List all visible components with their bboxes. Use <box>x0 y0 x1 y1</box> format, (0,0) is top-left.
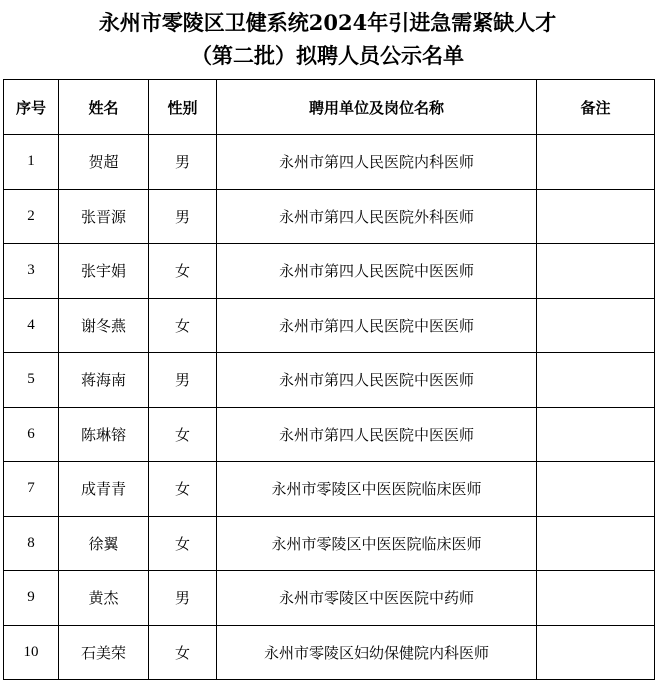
cell-index: 4 <box>4 298 59 353</box>
cell-note <box>537 516 655 571</box>
header-note: 备注 <box>537 80 655 135</box>
table-row <box>4 571 655 626</box>
table-row <box>4 407 655 462</box>
cell-name: 张宇娟 <box>59 244 149 299</box>
cell-index: 6 <box>4 407 59 462</box>
title-line-2: （第二批）拟聘人员公示名单 <box>191 43 464 68</box>
cell-gender: 女 <box>149 516 217 571</box>
cell-index: 2 <box>4 189 59 244</box>
cell-gender: 男 <box>149 135 217 190</box>
cell-note <box>537 407 655 462</box>
table-row <box>4 244 655 299</box>
cell-gender: 女 <box>149 244 217 299</box>
cell-note <box>537 571 655 626</box>
cell-index: 3 <box>4 244 59 299</box>
cell-name: 谢冬燕 <box>59 298 149 353</box>
table-row <box>4 189 655 244</box>
cell-note <box>537 625 655 680</box>
cell-position: 永州市零陵区中医医院临床医师 <box>217 516 537 571</box>
cell-name: 徐翼 <box>59 516 149 571</box>
cell-index: 5 <box>4 353 59 408</box>
cell-gender: 女 <box>149 298 217 353</box>
cell-note <box>537 135 655 190</box>
table-row <box>4 353 655 408</box>
cell-gender: 男 <box>149 353 217 408</box>
cell-index: 9 <box>4 571 59 626</box>
cell-position: 永州市第四人民医院中医医师 <box>217 244 537 299</box>
cell-position: 永州市第四人民医院中医医师 <box>217 353 537 408</box>
table-header-row <box>4 80 655 135</box>
cell-gender: 女 <box>149 462 217 517</box>
cell-name: 黄杰 <box>59 571 149 626</box>
cell-name: 蒋海南 <box>59 353 149 408</box>
cell-note <box>537 298 655 353</box>
cell-gender: 女 <box>149 407 217 462</box>
cell-name: 贺超 <box>59 135 149 190</box>
cell-gender: 女 <box>149 625 217 680</box>
header-gender: 性别 <box>149 80 217 135</box>
cell-note <box>537 189 655 244</box>
cell-position: 永州市第四人民医院中医医师 <box>217 298 537 353</box>
document-title <box>0 0 655 78</box>
cell-position: 永州市零陵区中医医院中药师 <box>217 571 537 626</box>
cell-gender: 男 <box>149 571 217 626</box>
header-position: 聘用单位及岗位名称 <box>217 80 537 135</box>
cell-index: 1 <box>4 135 59 190</box>
cell-position: 永州市零陵区中医医院临床医师 <box>217 462 537 517</box>
cell-position: 永州市零陵区妇幼保健院内科医师 <box>217 625 537 680</box>
cell-gender: 男 <box>149 189 217 244</box>
table-row <box>4 516 655 571</box>
cell-index: 8 <box>4 516 59 571</box>
cell-name: 陈琳镕 <box>59 407 149 462</box>
header-index: 序号 <box>4 80 59 135</box>
candidate-table <box>3 79 655 680</box>
cell-position: 永州市第四人民医院中医医师 <box>217 407 537 462</box>
cell-name: 成青青 <box>59 462 149 517</box>
cell-index: 10 <box>4 625 59 680</box>
cell-position: 永州市第四人民医院外科医师 <box>217 189 537 244</box>
cell-note <box>537 353 655 408</box>
table-row <box>4 462 655 517</box>
table-row <box>4 625 655 680</box>
title-line-1: 永州市零陵区卫健系统2024年引进急需紧缺人才 <box>98 10 557 35</box>
table-row <box>4 135 655 190</box>
header-name: 姓名 <box>59 80 149 135</box>
cell-note <box>537 244 655 299</box>
cell-position: 永州市第四人民医院内科医师 <box>217 135 537 190</box>
cell-index: 7 <box>4 462 59 517</box>
cell-name: 石美荣 <box>59 625 149 680</box>
table-row <box>4 298 655 353</box>
cell-name: 张晋源 <box>59 189 149 244</box>
cell-note <box>537 462 655 517</box>
